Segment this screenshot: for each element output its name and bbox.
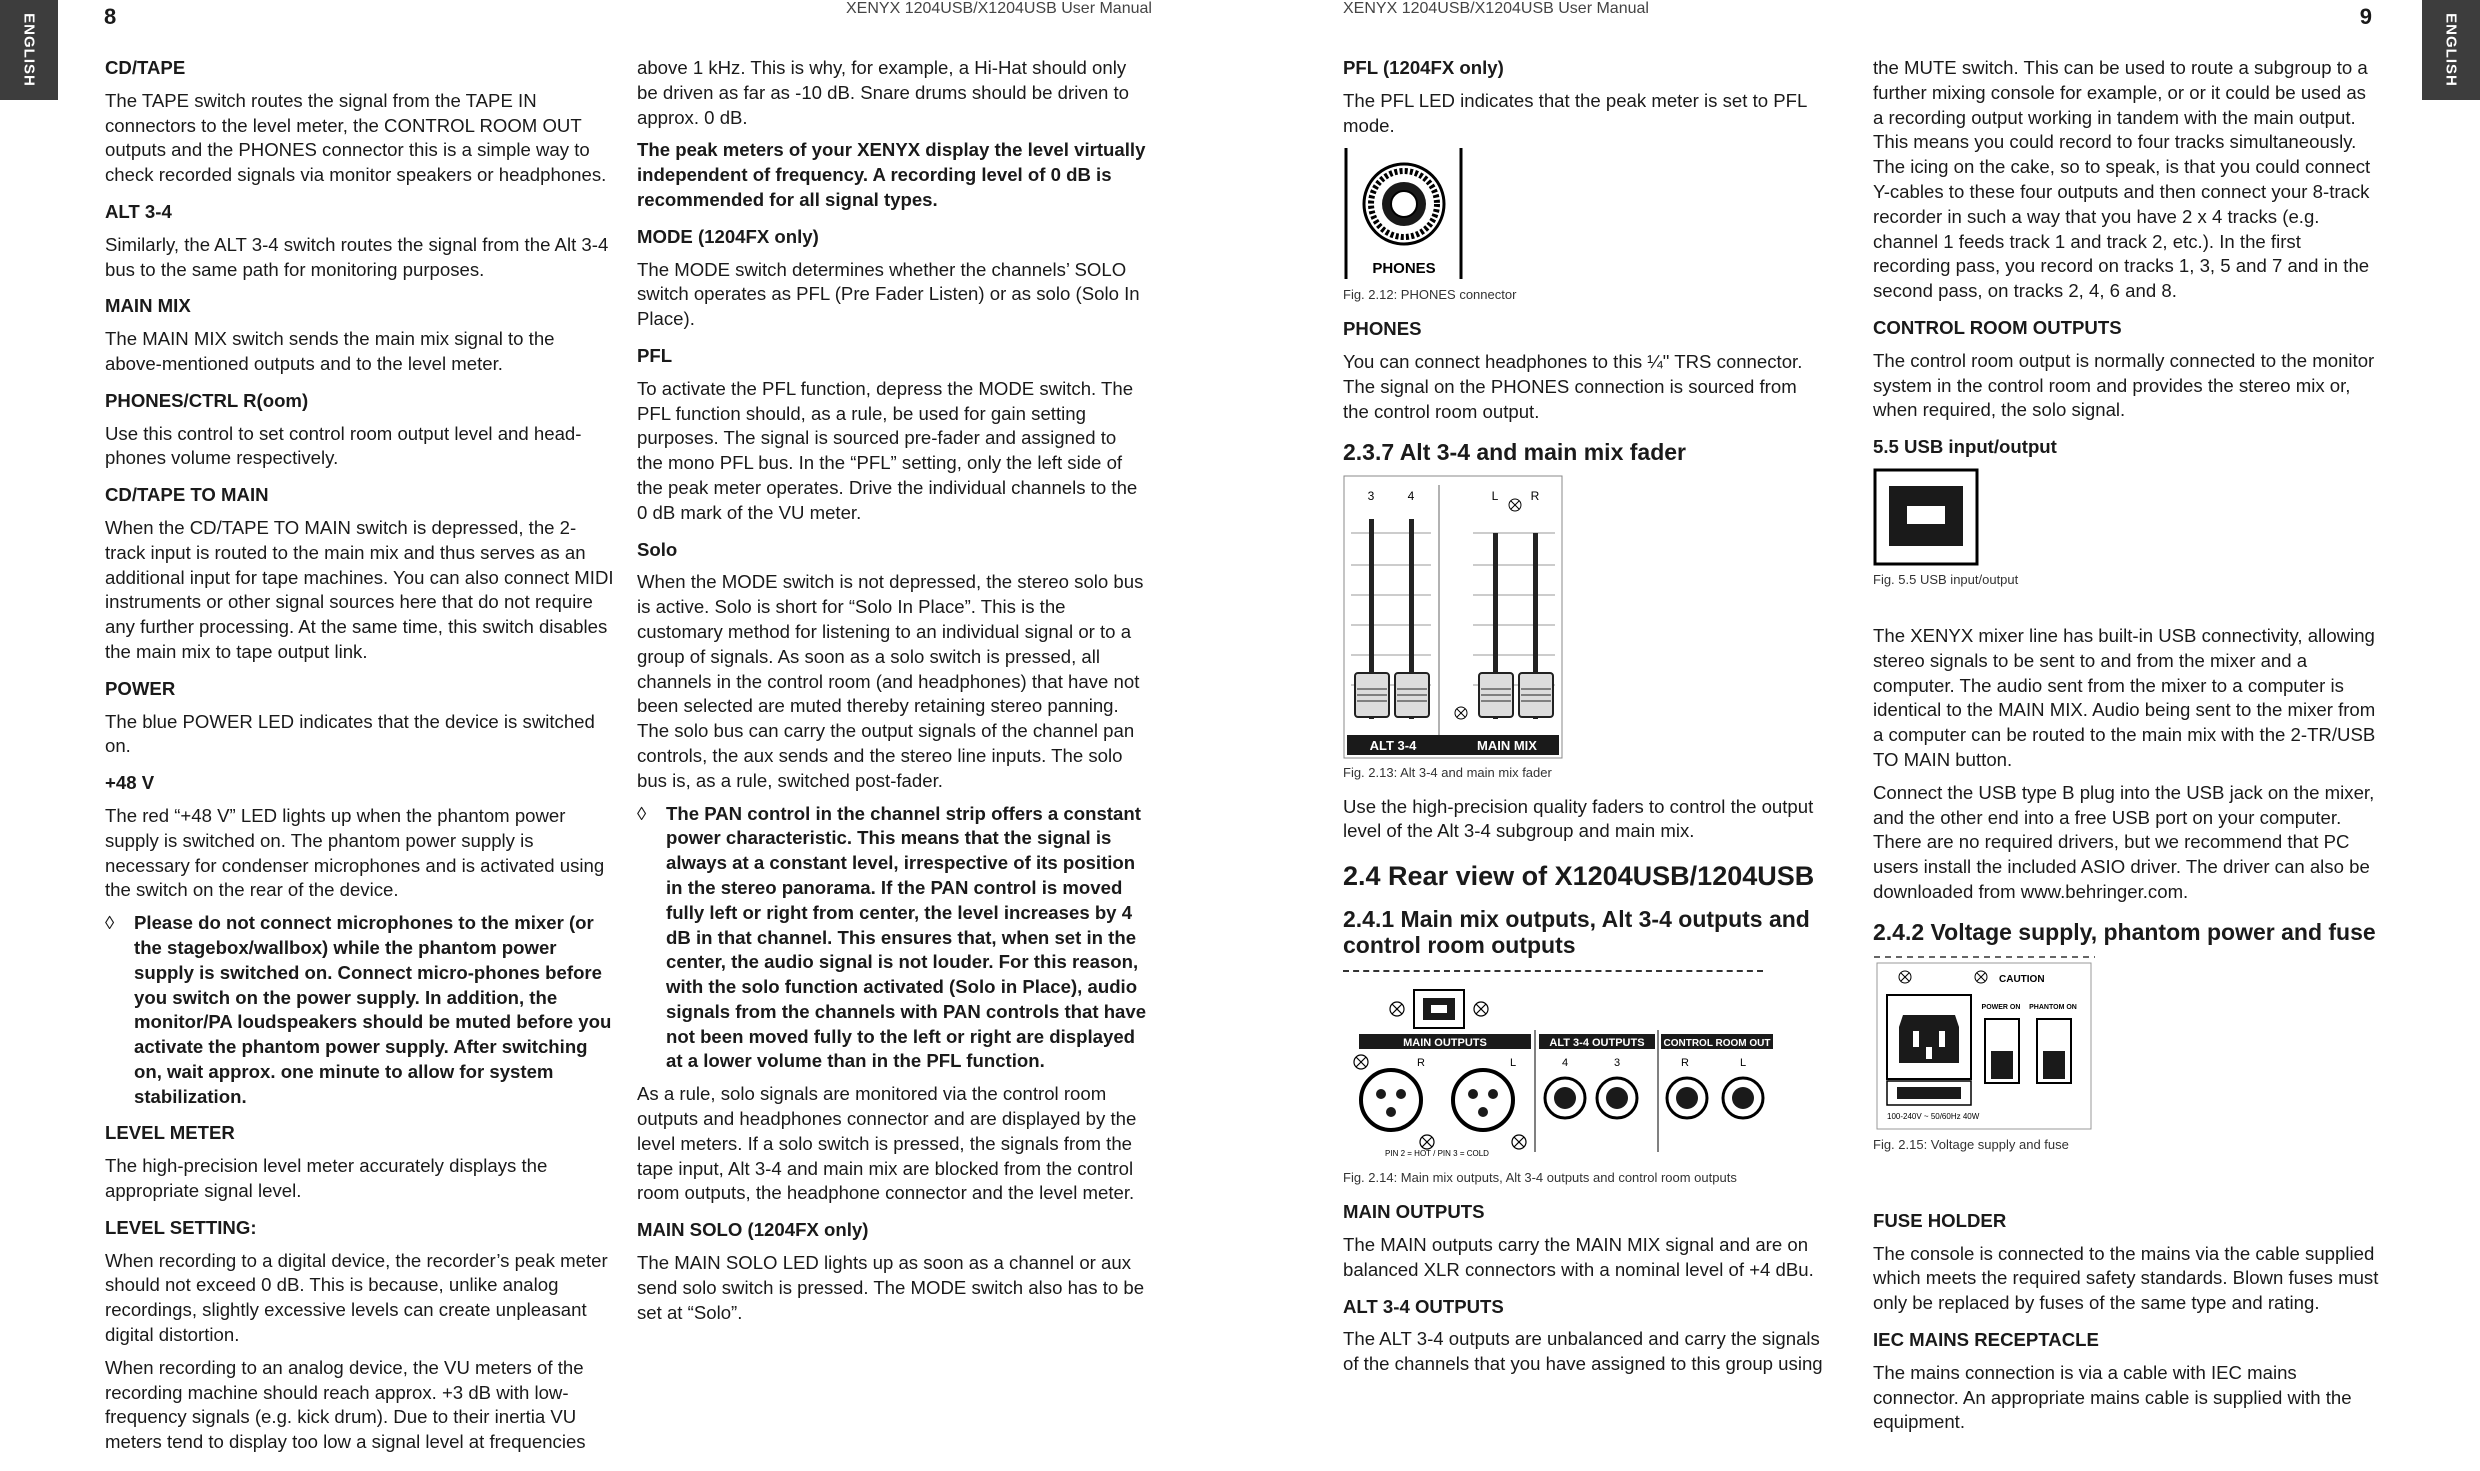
paragraph: Connect the USB type B plug into the USB jack on the mixer, and the other end into a free USB port on your computer. There are no required drivers, but we recommend that PC users install the included ASIO driver. The driver can also be downloaded from www.behringer.com. xyxy=(1873,781,2375,902)
heading-cd-tape: CD/TAPE xyxy=(105,57,186,78)
heading-main-solo: MAIN SOLO (1204FX only) xyxy=(637,1219,869,1241)
paragraph: The MAIN MIX switch sends the main mix signal to the above-mentioned outputs and to the level meter. xyxy=(105,328,555,374)
section-heading-2-4-1: 2.4.1 Main mix outputs, Alt 3-4 outputs and control room outputs xyxy=(1343,906,1810,959)
paragraph: The XENYX mixer line has built-in USB connectivity, allowing stereo signals to be sent to and from the mixer and a computer. The audio sent from the mixer to a computer is identical to the MAIN MIX. Audio being sent to the mixer from a computer can be routed to the main mix with the 2-TR/USB TO MAIN button. xyxy=(1873,624,2376,770)
control-room-out-label: CONTROL ROOM OUT xyxy=(1663,1038,1771,1050)
note-marker-icon: ◊ xyxy=(637,802,647,824)
heading-iec-mains: IEC MAINS RECEPTACLE xyxy=(1873,1328,2099,1350)
section-heading-2-4-2: 2.4.2 Voltage supply, phantom power and fuse xyxy=(1873,918,2376,945)
paragraph: above 1 kHz. This is why, for example, a Hi-Hat should only be driven as far as -10 dB. Snare drums should be driven to approx. 0 dB. xyxy=(637,57,1129,128)
paragraph: The TAPE switch routes the signal from the TAPE IN connectors to the level meter, the CONTROL ROOM OUT outputs and the PHONES connector this is a simple way to check recorded signals via monitor speakers or headphones. xyxy=(105,89,607,186)
heading-mode: MODE (1204FX only) xyxy=(637,225,819,247)
figure-caption: Fig. 5.5 USB input/output xyxy=(1873,571,2019,587)
language-tab-left xyxy=(0,0,58,100)
xlr-r-label: R xyxy=(1417,1057,1425,1070)
divider xyxy=(1343,970,1763,972)
figure-caption: Fig. 2.14: Main mix outputs, Alt 3-4 outputs and control room outputs xyxy=(1343,1170,1737,1186)
heading-level-meter: LEVEL METER xyxy=(105,1122,235,1144)
heading-alt-outputs: ALT 3-4 OUTPUTS xyxy=(1343,1295,1504,1317)
heading-cd-tape-to-main: CD/TAPE TO MAIN xyxy=(105,484,269,506)
language-label: ENGLISH xyxy=(20,13,38,87)
alt-outputs-label: ALT 3-4 OUTPUTS xyxy=(1549,1037,1645,1050)
paragraph: As a rule, solo signals are monitored via the control room outputs and headphones connector and are displayed by the level meters. If a solo switch is pressed, the signals from the tape input, Alt 3-4 and main mix are blocked from the control room outputs, the headphone connector and the level meter. xyxy=(637,1083,1137,1204)
heading-level-setting: LEVEL SETTING: xyxy=(105,1216,257,1238)
cr-r-label: R xyxy=(1681,1057,1689,1070)
heading-control-room-outputs: CONTROL ROOM OUTPUTS xyxy=(1873,316,2122,338)
figure-caption: Fig. 2.12: PHONES connector xyxy=(1343,287,1517,303)
rear-outputs-figure xyxy=(1343,982,1773,1162)
heading-pfl: PFL xyxy=(637,344,673,366)
language-tab-right xyxy=(2422,0,2480,100)
usb-port-figure xyxy=(1873,468,1979,566)
alt-3-4-fader-label: ALT 3-4 xyxy=(1369,737,1417,753)
column-1 xyxy=(105,56,615,1463)
heading-solo: Solo xyxy=(637,538,678,560)
section-heading-2-3-7: 2.3.7 Alt 3-4 and main mix fader xyxy=(1343,438,1686,465)
section-heading-2-4: 2.4 Rear view of X1204USB/1204USB xyxy=(1343,861,1815,892)
phones-label: PHONES xyxy=(1372,260,1436,278)
figure-caption: Fig. 2.15: Voltage supply and fuse xyxy=(1873,1136,2069,1152)
heading-phones-ctrl: PHONES/CTRL R(oom) xyxy=(105,389,309,411)
heading-main-outputs: MAIN OUTPUTS xyxy=(1343,1201,1485,1223)
column-2 xyxy=(637,56,1147,1333)
fader-figure xyxy=(1343,475,1563,759)
language-label: ENGLISH xyxy=(2442,13,2460,87)
paragraph: The blue POWER LED indicates that the device is switched on. xyxy=(105,710,595,757)
paragraph: To activate the PFL function, depress the MODE switch. The PFL function should, as a rule, be used for gain setting purposes. The signal is sourced pre-fader and assigned to the mono PFL bus. In the “PFL” setting, only the left side of the peak meter operates. Drive the individual channels to the 0 dB mark of the VU meter. xyxy=(637,377,1138,523)
paragraph: When recording to a digital device, the recorder’s peak meter should not exceed 0 dB. This is because, unlike analog recordings, slightly excessive levels can create unpleasant digital distortion. xyxy=(105,1249,608,1346)
fader-label-r: R xyxy=(1530,488,1540,503)
alt-4-label: 4 xyxy=(1561,1057,1569,1070)
column-3 xyxy=(1343,56,1825,1385)
paragraph: The MODE switch determines whether the channels’ SOLO switch operates as PFL (Pre Fader Listen) or as solo (Solo In Place). xyxy=(637,258,1140,330)
alt-3-label: 3 xyxy=(1613,1057,1621,1070)
heading-power: POWER xyxy=(105,677,176,699)
cr-l-label: L xyxy=(1739,1057,1747,1070)
fader-label-4: 4 xyxy=(1407,488,1415,503)
fader-label-3: 3 xyxy=(1367,488,1375,503)
rating-label: 100-240V ~ 50/60Hz 40W xyxy=(1887,1111,1980,1121)
note-pan-control xyxy=(637,802,1147,1075)
column-4 xyxy=(1873,56,2379,1443)
fader-label-l: L xyxy=(1491,488,1499,503)
paragraph: The PFL LED indicates that the peak meter is set to PFL mode. xyxy=(1343,89,1807,136)
xlr-l-label: L xyxy=(1509,1057,1517,1070)
paragraph: the MUTE switch. This can be used to route a subgroup to a further mixing console for example, or or it could be used as a recording output working in tandem with the main output. This means you could record to four tracks simultaneously. The icing on the cake, so to speak, is that you could connect Y-cables to these four outputs and then connect your 8-track recorder in such a way that you have 2 x 4 tracks (e.g. channel 1 feeds track 1 and track 2, etc.). In the first recording pass, you record on tracks 1, 3, 5 and 7 and in the second pass, on tracks 2, 4, 6 and 8. xyxy=(1873,57,2371,302)
paragraph: You can connect headphones to this ¼" TRS connector. The signal on the PHONES connection is sourced from the control room output. xyxy=(1343,351,1803,422)
pin-assignment-label: PIN 2 = HOT / PIN 3 = COLD xyxy=(1385,1149,1489,1159)
note-text: Please do not connect microphones to the mixer (or the stagebox/wallbox) while the phantom power supply is switched on. Connect micro-phones before you switch on the power supply. In addition, the monitor/PA loudspeakers should be muted before you activate the phantom power supply. After switching on, wait approx. one minute to allow for system stabilization. xyxy=(134,912,612,1107)
paragraph-bold: The peak meters of your XENYX display the level virtually independent of frequency. A recording level of 0 dB is recommended for all signal types. xyxy=(637,139,1146,210)
paragraph: The MAIN SOLO LED lights up as soon as a channel or aux send solo switch is pressed. The MODE switch also has to be set at “Solo”. xyxy=(637,1252,1145,1323)
paragraph: Use this control to set control room output level and head-phones volume respectively. xyxy=(105,422,582,469)
paragraph: The control room output is normally connected to the monitor system in the control room and provides the stereo mix or, when required, the solo signal. xyxy=(1873,349,2375,421)
note-phantom-power xyxy=(105,911,615,1109)
paragraph: The mains connection is via a cable with IEC mains connector. An appropriate mains cable is supplied with the equipment. xyxy=(1873,1361,2352,1433)
figure-caption: Fig. 2.13: Alt 3-4 and main mix fader xyxy=(1343,764,1552,780)
heading-pfl-fx: PFL (1204FX only) xyxy=(1343,57,1504,78)
paragraph: The MAIN outputs carry the MAIN MIX signal and are on balanced XLR connectors with a nominal level of +4 dBu. xyxy=(1343,1233,1814,1280)
caution-label: CAUTION xyxy=(1999,973,2045,985)
paragraph: When recording to an analog device, the VU meters of the recording machine should reach approx. +3 dB with low-frequency signals (e.g. kick drum). Due to their inertia VU meters tend to display too low a signal level at frequencies xyxy=(105,1356,586,1453)
paragraph: The console is connected to the mains via the cable supplied which meets the required safety standards. Blown fuses must only be replaced by fuses of the same type and rating. xyxy=(1873,1242,2379,1314)
note-marker-icon: ◊ xyxy=(105,912,115,934)
paragraph: Use the high-precision quality faders to control the output level of the Alt 3-4 subgroup and main mix. xyxy=(1343,795,1814,842)
heading-usb: 5.5 USB input/output xyxy=(1873,436,2057,458)
heading-alt-3-4: ALT 3-4 xyxy=(105,200,172,222)
heading-main-mix: MAIN MIX xyxy=(105,295,191,317)
phantom-on-label: PHANTOM ON xyxy=(2029,1003,2077,1011)
page-number-right: 9 xyxy=(2359,4,2372,29)
running-header-left: XENYX 1204USB/X1204USB User Manual xyxy=(846,0,1152,17)
phones-connector-figure xyxy=(1343,146,1465,281)
main-mix-fader-label: MAIN MIX xyxy=(1477,737,1537,753)
power-on-label: POWER ON xyxy=(1981,1003,2021,1011)
paragraph: When the MODE switch is not depressed, the stereo solo bus is active. Solo is short for “Solo In Place”. This is the customary method for listening to an individual signal or to a group of signals. As soon as a solo switch is pressed, all channels in the control room (and headphones) that have not been selected are muted thereby retaining stereo panning. The solo bus can carry the output signals of the channel pan controls, the aux sends and the stereo line inputs. The solo bus is, as a rule, switched post-fader. xyxy=(637,571,1144,791)
power-supply-figure xyxy=(1873,955,2095,1131)
heading-48v: +48 V xyxy=(105,772,155,794)
note-text: The PAN control in the channel strip offers a constant power characteristic. This means that the signal is always at a constant level, irrespective of its position in the stereo panorama. If the PAN control is moved fully left or right from center, the level increases by 4 dB in that channel. This ensures that, when set in the center, the audio signal is not louder. For this reason, with the solo function activated (Solo in Place), audio signals from the channels with PAN controls that have not been moved fully to the left or right are displayed at a lower volume than in the PFL function. xyxy=(666,802,1147,1072)
paragraph: The red “+48 V” LED lights up when the phantom power supply is switched on. The phantom power supply is necessary for condenser microphones and is activated using the switch on the rear of the device. xyxy=(105,804,605,901)
heading-fuse-holder: FUSE HOLDER xyxy=(1873,1209,2007,1231)
heading-phones: PHONES xyxy=(1343,318,1422,340)
paragraph: The high-precision level meter accurately displays the appropriate signal level. xyxy=(105,1155,548,1202)
main-outputs-label: MAIN OUTPUTS xyxy=(1403,1037,1487,1050)
page-number-left: 8 xyxy=(104,4,117,29)
paragraph: The ALT 3-4 outputs are unbalanced and carry the signals of the channels that you have assigned to this group using xyxy=(1343,1328,1823,1375)
paragraph: When the CD/TAPE TO MAIN switch is depressed, the 2-track input is routed to the main mix and thus serves as an additional input for tape machines. You can also connect MIDI instruments or other signal sources here that do not require any further processing. At the same time, this switch disables the main mix to tape output link. xyxy=(105,516,614,662)
running-header-right: XENYX 1204USB/X1204USB User Manual xyxy=(1343,0,1649,17)
paragraph: Similarly, the ALT 3-4 switch routes the signal from the Alt 3-4 bus to the same path for monitoring purposes. xyxy=(105,233,609,280)
